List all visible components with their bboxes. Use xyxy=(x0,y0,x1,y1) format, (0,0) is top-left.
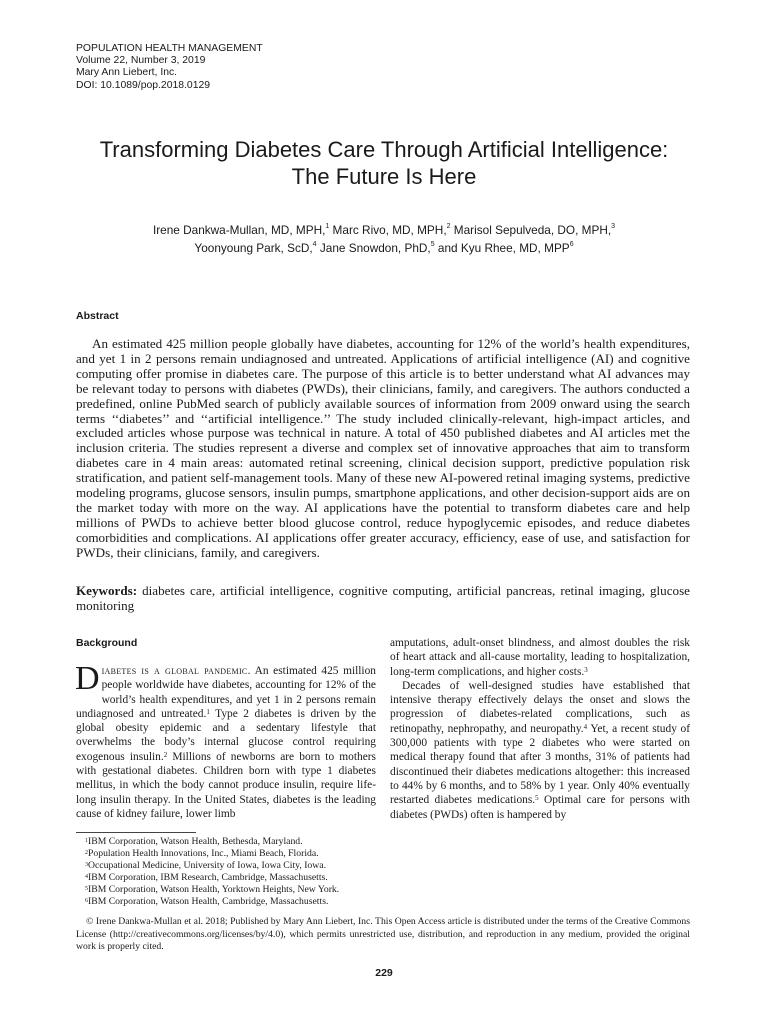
body-text: An estimated 425 million people worldwide have diabetes, accounting for 12% of the world’s health expenditures, and yet 1 in 2 persons remain undiagnosed and untreated. xyxy=(76,665,376,720)
author-name[interactable]: Jane Snowdon, PhD, xyxy=(316,241,431,255)
affiliation-marker: 4 xyxy=(312,241,317,248)
body-text: Millions of newborns are born to mothers with gestational diabetes. Children born with type 1 diabetes mellitus, in which the body cannot produce insulin, require life-long insulin therapy. In the United States, diabetes is the leading cause of kidney failure, lower limb xyxy=(76,750,376,820)
affiliation-footnotes xyxy=(85,836,339,908)
lead-in-smallcaps: iabetes is a global pandemic. xyxy=(101,665,251,677)
footnote-marker: 4 xyxy=(85,874,88,880)
footnote-marker: 3 xyxy=(85,862,88,868)
footnote xyxy=(85,836,339,848)
journal-name: POPULATION HEALTH MANAGEMENT xyxy=(76,43,263,54)
page-number: 229 xyxy=(375,967,393,979)
footnote xyxy=(85,884,339,896)
footnote-marker: 6 xyxy=(85,898,88,904)
body-text: Yet, a recent study of 300,000 patients with type 2 diabetes who were started on medical therapy found that after 3 months, 31% of patients had discontinued their diabetes medications altogether: this increased to 44% by 6 months, and to 58% by 1 year. Only 40% eventually restarted diabetes medications. xyxy=(390,722,690,807)
footnote-text: Population Health Innovations, Inc., Miami Beach, Florida. xyxy=(88,848,319,859)
citation-ref[interactable]: 4 xyxy=(583,722,588,731)
footnote xyxy=(85,896,339,908)
left-column xyxy=(75,660,376,821)
author-name[interactable]: Marc Rivo, MD, MPH, xyxy=(329,223,447,237)
paragraph xyxy=(390,679,690,822)
title-line-2: The Future Is Here xyxy=(291,164,477,189)
author-name[interactable]: Irene Dankwa-Mullan, MD, MPH, xyxy=(152,223,326,237)
abstract-body: An estimated 425 million people globally have diabetes, accounting for 12% of the world’s health expenditures, and yet 1 in 2 persons remain undiagnosed and untreated. Applications of artificial intelligence (AI) and cognitive computing offer promise in diabetes care. The purpose of this article is to better understand what AI advances may be relevant today to persons with diabetes (PWDs), their clinicians, family, and caregivers. The authors conducted a predefined, online PubMed search of publicly available sources of information from 2009 onward using the search terms ‘‘diabetes’’ and ‘‘artificial intelligence.’’ The study included clinically-relevant, high-impact articles, and excluded articles whose purpose was technical in nature. A total of 450 published diabetes and AI articles met the inclusion criteria. The studies represent a diverse and complex set of innovative approaches that aim to transform diabetes care in 4 main areas: automated retinal screening, clinical decision support, predictive population risk stratification, and patient self-management tools. Many of these new AI-powered retinal imaging systems, predictive modeling programs, glucose sensors, insulin pumps, smartphone applications, and other decision-support aids are on the market today with more on the way. AI applications have the potential to transform diabetes care and help millions of PWDs to achieve better blood glucose control, reduce hypoglycemic episodes, and reduce diabetes comorbidities and complications. AI applications offer greater accuracy, efficiency, ease of use, and satisfaction for PWDs, their clinicians, family, and caregivers. xyxy=(76,336,690,560)
journal-volume: Volume 22, Number 3, 2019 xyxy=(76,55,206,67)
citation-ref[interactable]: 1 xyxy=(206,707,210,716)
footnote xyxy=(85,848,339,860)
affiliation-marker: 2 xyxy=(446,223,451,230)
article-title xyxy=(0,136,768,190)
author-name[interactable]: and Kyu Rhee, MD, MPP xyxy=(434,241,570,255)
footnote xyxy=(85,872,339,884)
keywords xyxy=(76,583,690,613)
footnote-divider xyxy=(76,832,196,833)
right-column xyxy=(390,636,690,822)
license-statement: © Irene Dankwa-Mullan et al. 2018; Published by Mary Ann Liebert, Inc. This Open Access article is distributed under the terms of the Creative Commons License (http://creativecommons.org/licenses/by/4.0), which permits unrestricted use, distribution, and reproduction in any medium, provided the original work is properly cited. xyxy=(76,916,690,953)
affiliation-marker: 3 xyxy=(611,223,616,230)
body-text: Decades of well-designed studies have established that intensive therapy effectively delays the onset and slows the progression of diabetes-related complications, such as retinopathy, nephropathy, and neuropathy. xyxy=(390,679,690,735)
author-name[interactable]: Marisol Sepulveda, DO, MPH, xyxy=(450,223,612,237)
affiliation-marker: 1 xyxy=(325,223,330,230)
author-name[interactable]: Yoonyoung Park, ScD, xyxy=(194,241,313,255)
citation-ref[interactable]: 5 xyxy=(535,794,539,803)
doi[interactable]: DOI: 10.1089/pop.2018.0129 xyxy=(76,79,211,91)
footnote-text: IBM Corporation, IBM Research, Cambridge, Massachusetts. xyxy=(88,872,328,883)
footnote-marker: 2 xyxy=(85,850,88,856)
title-line-1: Transforming Diabetes Care Through Artificial Intelligence: xyxy=(99,137,669,162)
background-heading: Background xyxy=(76,637,138,649)
paragraph xyxy=(390,636,690,679)
keywords-text: diabetes care, artificial intelligence, cognitive computing, artificial pancreas, retinal imaging, glucose monitoring xyxy=(76,583,690,613)
footnote-text: IBM Corporation, Watson Health, Bethesda, Maryland. xyxy=(88,836,303,847)
affiliation-marker: 6 xyxy=(569,241,574,248)
footnote xyxy=(85,860,339,872)
affiliation-marker: 5 xyxy=(430,241,435,248)
footnote-text: Occupational Medicine, University of Iowa, Iowa City, Iowa. xyxy=(88,860,326,871)
publisher: Mary Ann Liebert, Inc. xyxy=(76,67,178,79)
abstract-heading: Abstract xyxy=(76,310,119,322)
citation-ref[interactable]: 3 xyxy=(584,665,588,674)
footnote-marker: 1 xyxy=(85,838,88,844)
author-line-1 xyxy=(0,221,768,239)
journal-header xyxy=(76,43,263,92)
author-line-2 xyxy=(0,239,768,257)
body-text: amputations, adult-onset blindness, and almost doubles the risk of heart attack and all-cause mortality, leading to hospitalization, long-term complications, and higher costs. xyxy=(390,637,690,678)
footnote-text: IBM Corporation, Watson Health, Yorktown Heights, New York. xyxy=(88,884,340,895)
footnote-marker: 5 xyxy=(85,886,88,892)
citation-ref[interactable]: 2 xyxy=(163,750,168,759)
keywords-label: Keywords: xyxy=(76,583,138,598)
footnote-text: IBM Corporation, Watson Health, Cambridge, Massachusetts. xyxy=(88,896,329,907)
body-text: Type 2 diabetes is driven by the global obesity epidemic and a sedentary lifestyle that overwhelms the body’s internal glucose control requiring exogenous insulin. xyxy=(76,707,376,763)
drop-cap: D xyxy=(75,660,100,697)
body-text: Optimal care for persons with diabetes (PWDs) often is hampered by xyxy=(390,794,690,821)
author-list xyxy=(0,221,768,257)
